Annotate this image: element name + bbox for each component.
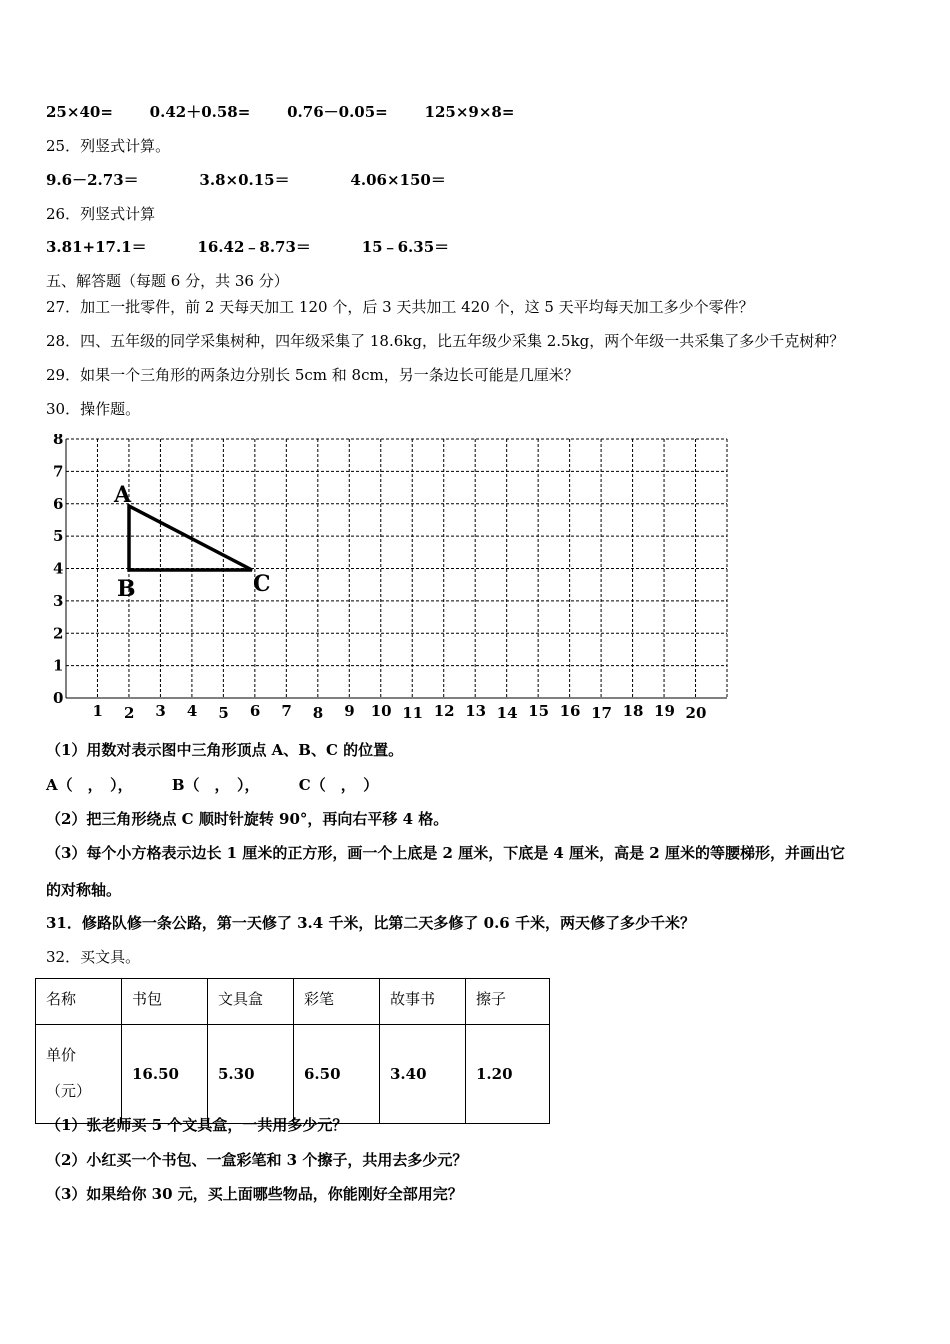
question-32-sub1: （1）张老师买 5 个文具盒，一共用多少元？ xyxy=(46,1116,348,1134)
price-cell: 5.30 xyxy=(208,1025,294,1124)
triangle-abc xyxy=(129,506,252,570)
x-tick-label: 6 xyxy=(249,702,261,720)
calc-item: 25×40= xyxy=(46,103,113,121)
vertex-a-label: A xyxy=(114,482,132,508)
table-header-cell: 擦子 xyxy=(466,979,550,1025)
table-row xyxy=(36,1025,550,1124)
calc-item: 3.81+17.1＝ xyxy=(46,238,147,256)
calc-item: 9.6－2.73＝ xyxy=(46,171,139,189)
row-label-cell xyxy=(36,1025,122,1124)
question-26-items xyxy=(46,237,495,257)
x-tick-label: 19 xyxy=(654,702,675,720)
x-tick-label: 2 xyxy=(123,704,135,722)
x-tick-label: 20 xyxy=(685,704,707,722)
y-tick-label: 7 xyxy=(53,462,64,481)
x-tick-label: 16 xyxy=(559,702,581,720)
question-32-title: 32．买文具。 xyxy=(46,948,141,966)
price-cell: 16.50 xyxy=(122,1025,208,1124)
question-30-sub2: （2）把三角形绕点 C 顺时针旋转 90°，再向右平移 4 格。 xyxy=(46,810,449,828)
calc-item: 4.06×150＝ xyxy=(350,171,446,189)
x-tick-label: 18 xyxy=(622,702,644,720)
table-header-cell: 文具盒 xyxy=(208,979,294,1025)
question-25-title: 25．列竖式计算。 xyxy=(46,137,171,155)
question-32-sub2: （2）小红买一个书包、一盒彩笔和 3 个擦子，共用去多少元？ xyxy=(46,1151,468,1169)
calc-item: 125×9×8= xyxy=(424,103,515,121)
x-axis-ticks xyxy=(92,702,706,722)
answer-blank-b: B（ ， ）， xyxy=(171,776,260,794)
calc-item: 3.8×0.15＝ xyxy=(199,171,290,189)
price-cell: 6.50 xyxy=(294,1025,380,1124)
x-tick-label: 14 xyxy=(496,704,518,722)
vertex-c-label: C xyxy=(253,571,271,597)
price-table xyxy=(35,978,550,1124)
question-26-title: 26．列竖式计算 xyxy=(46,205,156,223)
x-tick-label: 4 xyxy=(186,702,198,720)
table-header-cell: 彩笔 xyxy=(294,979,380,1025)
x-tick-label: 11 xyxy=(402,704,424,722)
calc-item: 16.42﹣8.73＝ xyxy=(197,238,311,256)
calc-item: 15﹣6.35＝ xyxy=(361,238,450,256)
x-tick-label: 7 xyxy=(281,702,292,720)
coordinate-grid xyxy=(44,434,744,724)
question-32-sub3: （3）如果给你 30 元，买上面哪些物品，你能刚好全部用完？ xyxy=(46,1185,463,1203)
x-tick-label: 9 xyxy=(344,702,355,720)
question-28: 28．四、五年级的同学采集树种，四年级采集了 18.6kg，比五年级少采集 2.5kg，两个年级一共采集了多少千克树种？ xyxy=(46,332,845,350)
question-30-sub3-line2: 的对称轴。 xyxy=(46,881,122,899)
question-25-items xyxy=(46,170,502,190)
x-tick-label: 17 xyxy=(591,704,612,722)
section-5-heading: 五、解答题（每题 6 分，共 36 分） xyxy=(46,272,289,290)
y-tick-label: 2 xyxy=(53,624,64,643)
answer-blanks xyxy=(46,775,378,795)
x-tick-label: 5 xyxy=(218,704,229,722)
y-axis-ticks xyxy=(53,434,63,707)
y-tick-label: 4 xyxy=(53,559,64,578)
price-cell: 3.40 xyxy=(380,1025,466,1124)
y-tick-label: 3 xyxy=(53,591,64,610)
question-29: 29．如果一个三角形的两条边分别长 5cm 和 8cm，另一条边长可能是几厘米？ xyxy=(46,366,579,384)
x-tick-label: 10 xyxy=(370,702,392,720)
y-tick-label: 8 xyxy=(53,434,64,448)
table-header-row xyxy=(36,979,550,1025)
x-tick-label: 12 xyxy=(433,702,455,720)
question-30-sub1: （1）用数对表示图中三角形顶点 A、B、C 的位置。 xyxy=(46,741,404,759)
question-31: 31．修路队修一条公路，第一天修了 3.4 千米，比第二天多修了 0.6 千米，两天修了多少千米？ xyxy=(46,914,695,932)
table-header-cell: 故事书 xyxy=(380,979,466,1025)
x-tick-label: 13 xyxy=(465,702,487,720)
price-cell: 1.20 xyxy=(466,1025,550,1124)
x-tick-label: 1 xyxy=(92,702,103,720)
y-tick-label: 6 xyxy=(53,494,64,513)
vertex-b-label: B xyxy=(117,576,136,602)
answer-blank-a: A（ ， ）， xyxy=(46,776,133,794)
calc-item: 0.42＋0.58= xyxy=(149,103,251,121)
question-30-title: 30．操作题。 xyxy=(46,400,141,418)
x-tick-label: 8 xyxy=(312,704,324,722)
y-tick-label: 5 xyxy=(53,527,64,546)
question-30-sub3-line1: （3）每个小方格表示边长 1 厘米的正方形，画一个上底是 2 厘米，下底是 4 厘米，高是 2 厘米的等腰梯形，并画出它 xyxy=(46,844,845,862)
question-27: 27．加工一批零件，前 2 天每天加工 120 个，后 3 天共加工 420 个，这 5 天平均每天加工多少个零件？ xyxy=(46,298,754,316)
x-tick-label: 3 xyxy=(155,702,166,720)
table-header-cell: 书包 xyxy=(122,979,208,1025)
row-label-line1: 单价 xyxy=(46,1046,77,1064)
calc-item: 0.76－0.05= xyxy=(287,103,388,121)
calc-row-24 xyxy=(46,102,546,122)
y-tick-label: 1 xyxy=(53,656,64,675)
row-label-line2: （元） xyxy=(46,1082,92,1100)
table-header-cell: 名称 xyxy=(36,979,122,1025)
x-tick-label: 15 xyxy=(528,702,550,720)
y-tick-label: 0 xyxy=(53,689,64,707)
answer-blank-c: C（ ， ） xyxy=(298,776,379,794)
